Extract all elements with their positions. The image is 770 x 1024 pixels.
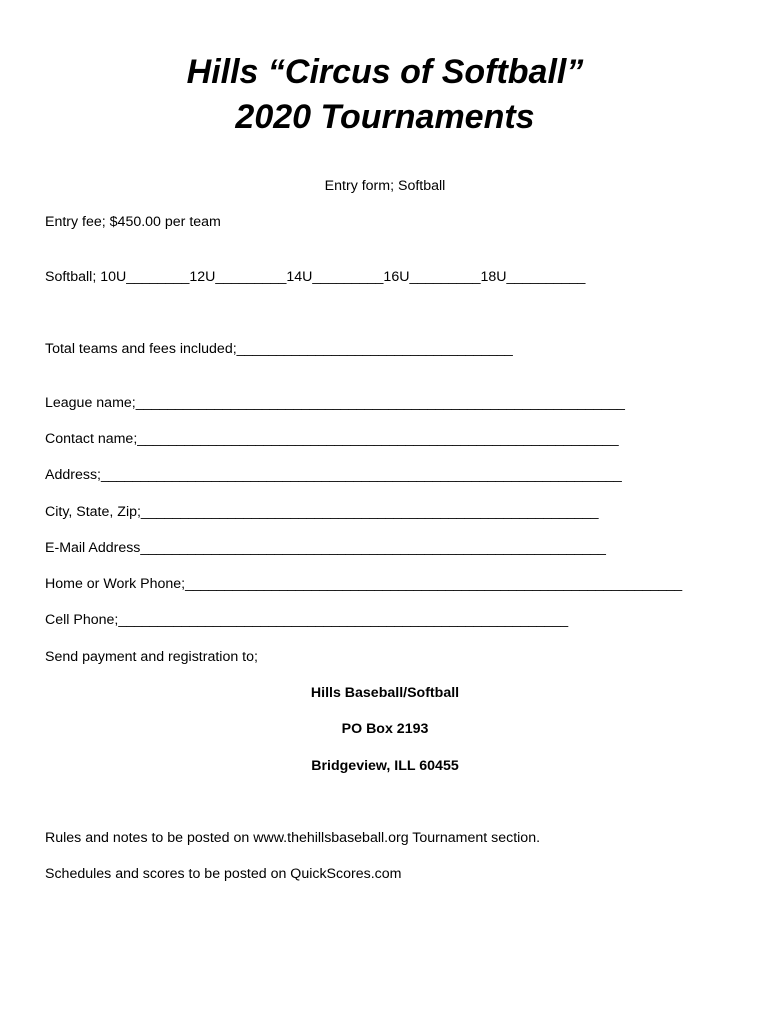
rules-note: Rules and notes to be posted on www.thehillsbaseball.org Tournament section. [45,830,541,846]
league-name-field: League name;______________________________________________________________ [45,395,625,411]
city-state-zip-field: City, State, Zip;__________________________________________________________ [45,504,599,520]
mailing-city: Bridgeview, ILL 60455 [311,758,459,774]
address-field: Address;__________________________________________________________________ [45,467,622,483]
cell-phone-field: Cell Phone;_________________________________________________________ [45,612,569,628]
contact-name-field: Contact name;_____________________________________________________________ [45,431,619,447]
mailing-org: Hills Baseball/Softball [310,685,460,701]
home-work-phone-field: Home or Work Phone;_______________________________________________________________ [45,576,683,592]
page-title-line-2: 2020 Tournaments [235,98,535,136]
form-subtitle: Entry form; Softball [324,178,446,194]
email-field: E-Mail Address___________________________________________________________ [45,540,606,556]
schedules-note: Schedules and scores to be posted on QuickScores.com [45,866,402,882]
entry-fee-text: Entry fee; $450.00 per team [45,214,221,230]
send-payment-text: Send payment and registration to; [45,649,258,665]
divisions-line: Softball; 10U________12U_________14U_________16U_________18U__________ [45,269,586,285]
mailing-po-box: PO Box 2193 [341,721,429,737]
total-teams-field: Total teams and fees included;___________________________________ [45,341,513,357]
page-title-line-1: Hills “Circus of Softball” [186,53,584,91]
